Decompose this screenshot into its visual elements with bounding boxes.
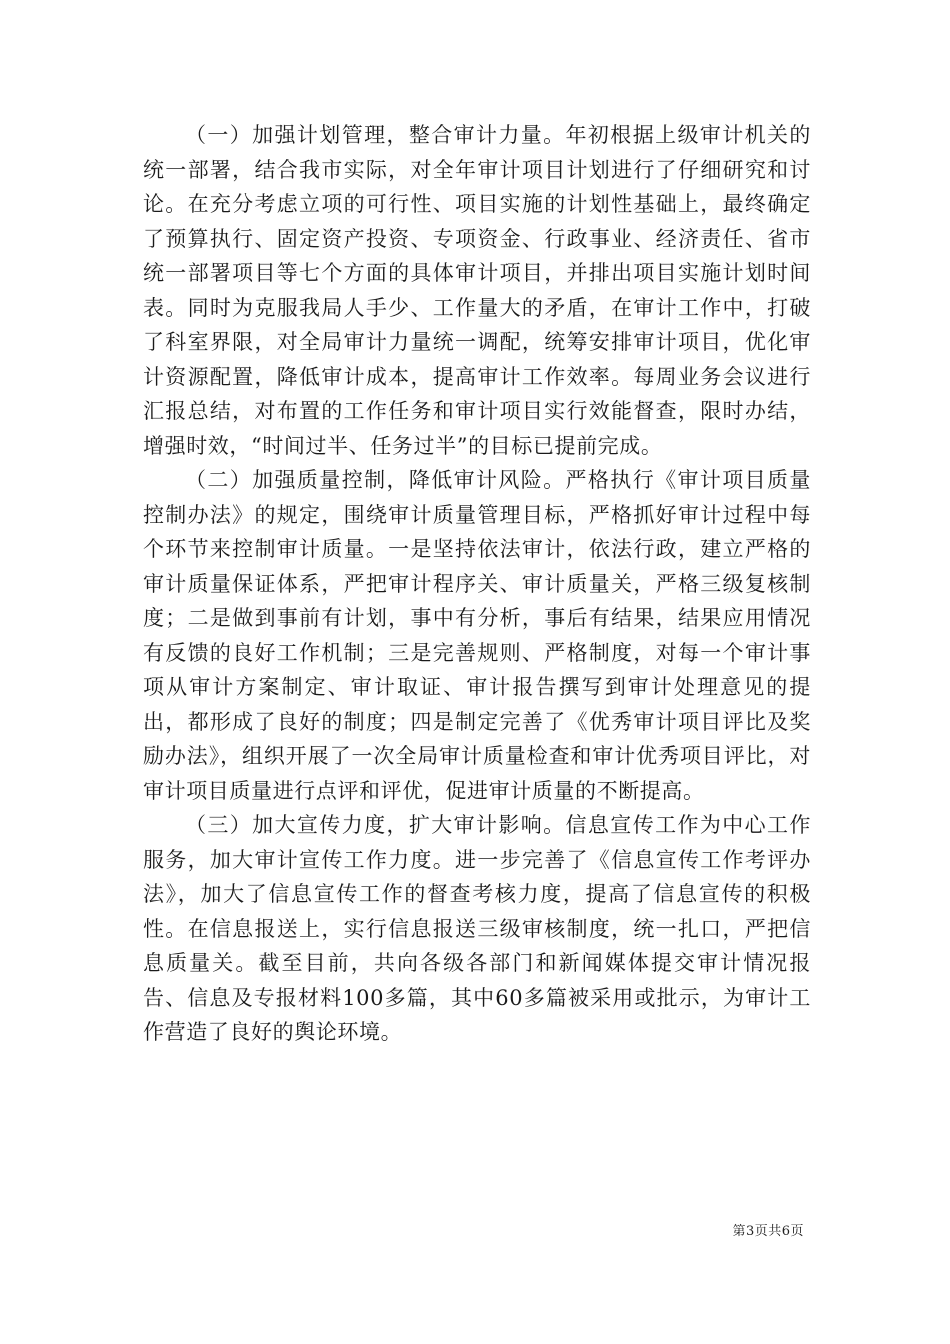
paragraph-publicity: （三）加大宣传力度，扩大审计影响。信息宣传工作为中心工作服务，加大审计宣传工作力度。进一步完善了《信息宣传工作考评办法》，加大了信息宣传工作的督查考核力度，提高了信息宣传的积极性。在信息报送上，实行信息报送三级审核制度，统一扎口，严把信息质量关。截至目前，共向各级各部门和新闻媒体提交审计情况报告、信息及专报材料100多篇，其中60多篇被采用或批示，为审计工作营造了良好的舆论环境。 bbox=[143, 813, 811, 1044]
paragraph-quality-control: （二）加强质量控制，降低审计风险。严格执行《审计项目质量控制办法》的规定，围绕审计质量管理目标，严格抓好审计过程中每个环节来控制审计质量。一是坚持依法审计，依法行政，建立严格的审计质量保证体系，严把审计程序关、审计质量关，严格三级复核制度；二是做到事前有计划，事中有分析，事后有结果，结果应用情况有反馈的良好工作机制；三是完善规则、严格制度，对每一个审计事项从审计方案制定、审计取证、审计报告撰写到审计处理意见的提出，都形成了良好的制度；四是制定完善了《优秀审计项目评比及奖励办法》，组织开展了一次全局审计质量检查和审计优秀项目评比，对审计项目质量进行点评和评优，促进审计质量的不断提高。 bbox=[143, 468, 811, 803]
paragraph-plan-management: （一）加强计划管理，整合审计力量。年初根据上级审计机关的统一部署，结合我市实际，对全年审计项目计划进行了仔细研究和讨论。在充分考虑立项的可行性、项目实施的计划性基础上，最终确定了预算执行、固定资产投资、专项资金、行政事业、经济责任、省市统一部署项目等七个方面的具体审计项目，并排出项目实施计划时间表。同时为克服我局人手少、工作量大的矛盾，在审计工作中，打破了科室界限，对全局审计力量统一调配，统筹安排审计项目，优化审计资源配置，降低审计成本，提高审计工作效率。每周业务会议进行汇报总结，对布置的工作任务和审计项目实行效能督查，限时办结，增强时效，“时间过半、任务过半”的目标已提前完成。 bbox=[143, 123, 811, 458]
page-number-footer: 第3页共6页 bbox=[732, 1224, 804, 1239]
document-body bbox=[143, 118, 811, 1050]
